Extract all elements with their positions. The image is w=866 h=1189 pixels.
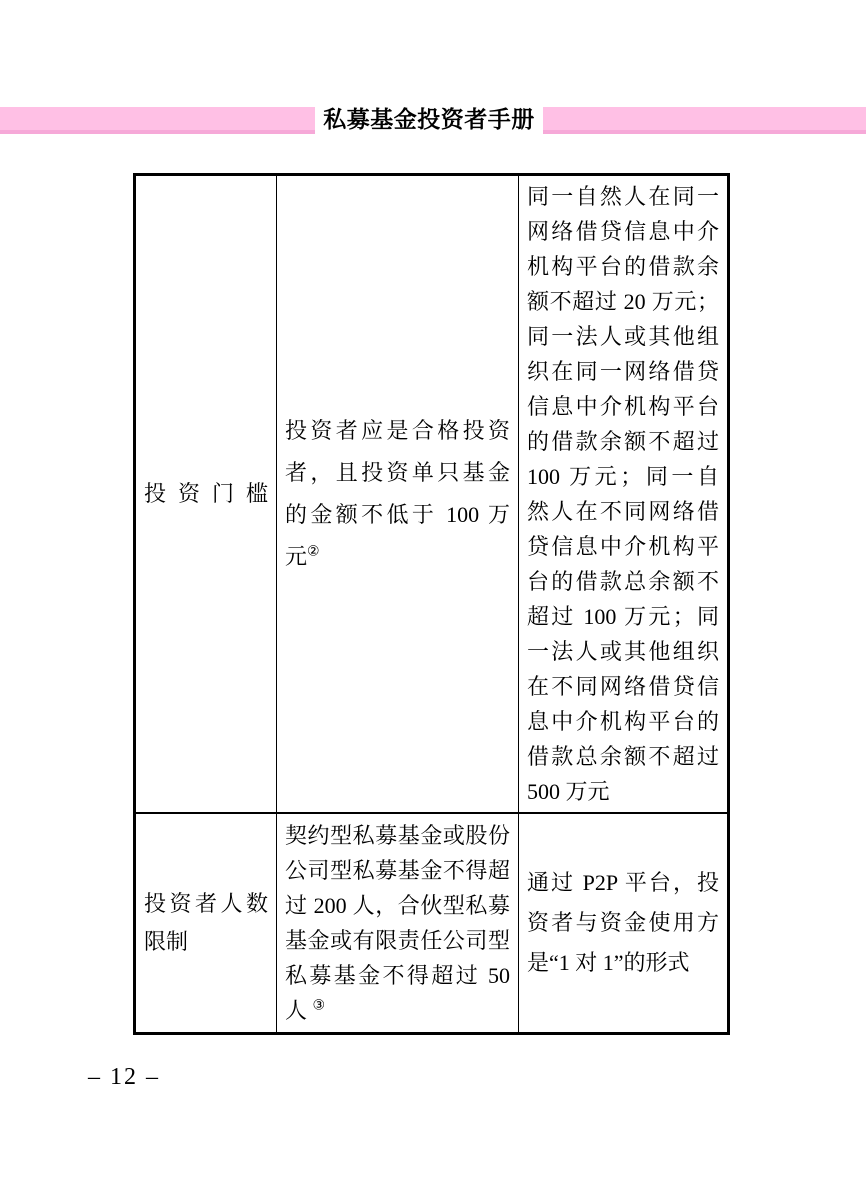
table-row-investment-threshold bbox=[135, 175, 729, 814]
threshold-fund-rule-last-text: 元 bbox=[285, 544, 308, 569]
row-label-count-limit-lines: 投资者人数 bbox=[144, 891, 268, 916]
table-row-investor-count-limit bbox=[135, 813, 729, 1034]
threshold-fund-rule-lines: 投资者应是合格投资 者，且投资单只基金 的金额不低于 100 万 bbox=[285, 418, 510, 527]
row-label-cell-count-limit bbox=[135, 813, 277, 1034]
row-label-threshold: 投资门槛 bbox=[144, 481, 268, 506]
comparison-table bbox=[133, 173, 730, 1035]
header-bar-left bbox=[0, 107, 315, 134]
threshold-fund-rule-last-line bbox=[285, 536, 510, 578]
count-limit-fund-rule-last-line bbox=[285, 993, 510, 1028]
footnote-ref-3: ③ bbox=[312, 998, 326, 1014]
header-bar-right bbox=[543, 107, 866, 134]
row-label-cell-threshold bbox=[135, 175, 277, 814]
threshold-fund-rule-cell bbox=[277, 175, 519, 814]
row-label-count-limit-last-line: 限制 bbox=[144, 929, 189, 954]
count-limit-p2p-rule-last-line: 是“1 对 1”的形式 bbox=[527, 950, 690, 975]
threshold-p2p-rule-cell bbox=[519, 175, 729, 814]
count-limit-fund-rule-cell bbox=[277, 813, 519, 1034]
threshold-p2p-rule-lines: 同一自然人在同一 网络借贷信息中介 机构平台的借款余 额不超过 20 万元； 同一法人或其他组 织在同一网络借贷 信息中介机构平台 的借款余额不超过 100 万元；同一自 然人在不同网络借 贷信息中介机构平 台的借款总余额不 超过 100 万元；同 一法人或其他组织 在不同网络借贷信 息中介机构平台的 借款总余额不超过 bbox=[527, 184, 719, 769]
running-head bbox=[0, 107, 866, 137]
count-limit-fund-rule-last-text: 人 bbox=[285, 998, 313, 1023]
threshold-p2p-rule-last-line: 500 万元 bbox=[527, 779, 610, 804]
page-number: – 12 – bbox=[88, 1064, 160, 1090]
count-limit-p2p-rule-lines: 通过 P2P 平台，投 资者与资金使用方 bbox=[527, 870, 719, 935]
count-limit-fund-rule-lines: 契约型私募基金或股份 公司型私募基金不得超 过 200 人，合伙型私募 基金或有限责任公司型 私募基金不得超过 50 bbox=[285, 823, 510, 988]
count-limit-p2p-rule-cell bbox=[519, 813, 729, 1034]
page-header-title: 私募基金投资者手册 bbox=[323, 107, 535, 132]
footnote-ref-2: ② bbox=[307, 544, 320, 560]
